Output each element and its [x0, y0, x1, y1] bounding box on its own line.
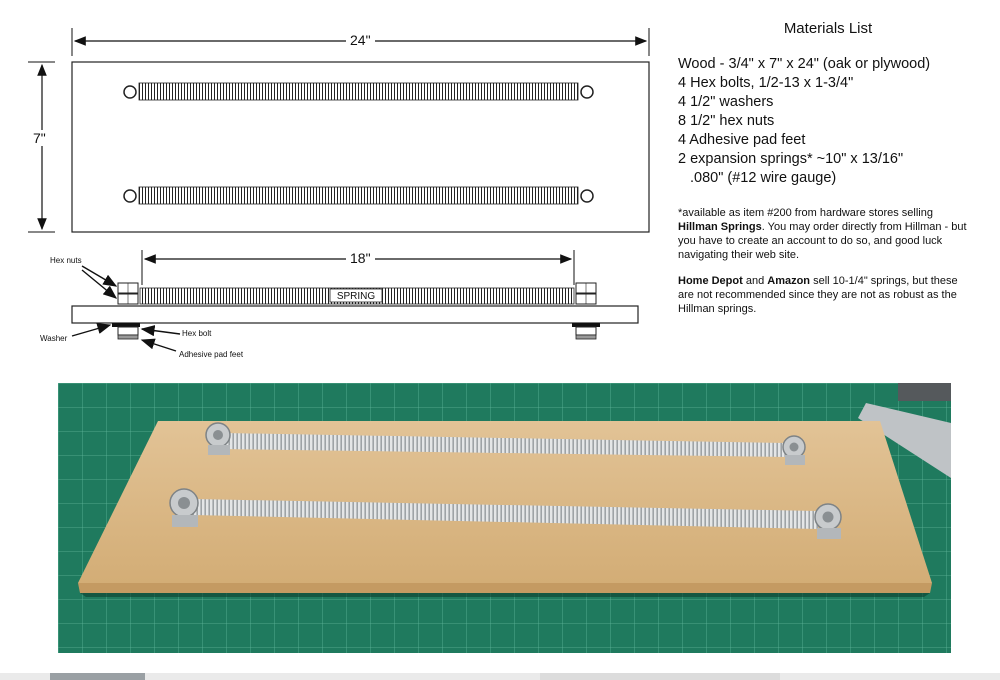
brand-home-depot: Home Depot [678, 275, 743, 287]
material-item-continuation: .080" (#12 wire gauge) [690, 170, 837, 186]
materials-list [678, 55, 978, 188]
board-side-view [72, 306, 638, 323]
spring-top-1 [124, 83, 593, 100]
material-item: 2 expansion springs* ~10" x 13/16" [678, 151, 904, 167]
spring-length-label: 18" [346, 250, 375, 266]
drawing-svg [0, 0, 670, 370]
callout-hex-nuts: Hex nuts [50, 256, 82, 265]
material-item: 4 1/2" washers [678, 94, 774, 110]
callout-pad-feet: Adhesive pad feet [179, 350, 244, 359]
bottom-strip [0, 673, 1000, 680]
product-photo [58, 383, 951, 653]
note-hillman: *available as item #200 from hardware stores selling Hillman Springs. You may order directly from Hillman - but you have to create an account to do so, and good luck navigating their web site. [678, 207, 967, 261]
materials-title: Materials List [783, 20, 873, 37]
material-item: 4 Hex bolts, 1/2-13 x 1-3/4" [678, 75, 854, 91]
callout-washer: Washer [40, 334, 68, 343]
width-label: 24" [346, 32, 375, 48]
callout-hex-bolt: Hex bolt [182, 329, 212, 338]
photo-illustration [58, 383, 951, 653]
spring-top-2 [124, 187, 593, 204]
spring-label: SPRING [336, 291, 376, 302]
material-item: Wood - 3/4" x 7" x 24" (oak or plywood) [678, 56, 931, 72]
note-retailers: Home Depot and Amazon sell 10-1/4" springs, but these are not recommended since they are not as robust as the Hillman springs. [678, 275, 958, 315]
brand-amazon: Amazon [767, 275, 811, 287]
material-item: 8 1/2" hex nuts [678, 113, 775, 129]
sourcing-notes [678, 206, 968, 316]
height-label: 7" [29, 130, 50, 146]
brand-hillman: Hillman Springs [678, 221, 762, 233]
technical-drawing [0, 0, 670, 370]
material-item: 4 Adhesive pad feet [678, 132, 806, 148]
materials-panel [678, 20, 978, 328]
